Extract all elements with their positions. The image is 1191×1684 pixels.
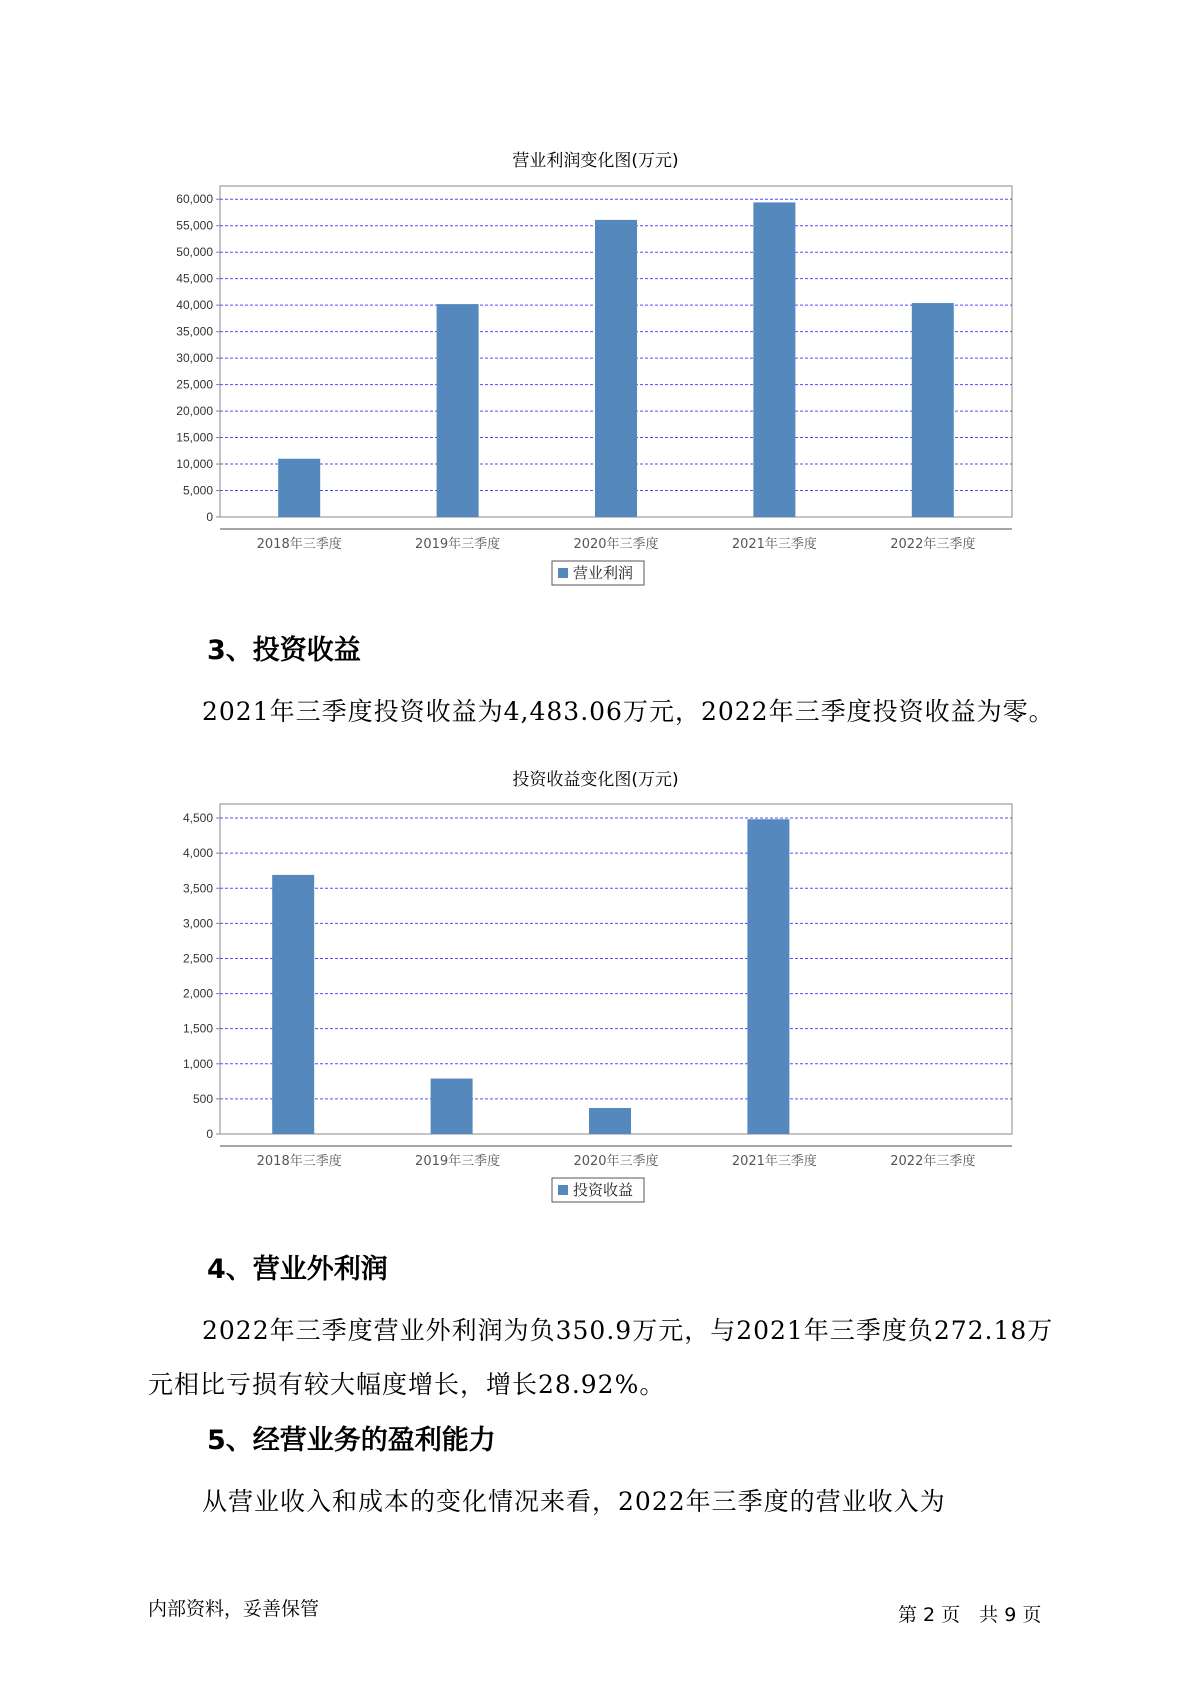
section-4-text-line1: 2022年三季度营业外利润为负350.9万元，与2021年三季度负272.18万 xyxy=(202,1316,1054,1345)
section-4-heading: 4、营业外利润 xyxy=(207,1254,388,1285)
bar xyxy=(431,1079,473,1134)
bar xyxy=(747,819,789,1134)
y-tick-label: 35,000 xyxy=(176,324,213,339)
y-tick-label: 0 xyxy=(206,510,213,524)
x-tick-label: 2022年三季度 xyxy=(890,537,976,552)
legend-swatch xyxy=(558,568,568,578)
x-tick-label: 2021年三季度 xyxy=(731,1154,817,1169)
section-5-text: 从营业收入和成本的变化情况来看，2022年三季度的营业收入为 xyxy=(202,1487,946,1516)
x-tick-label: 2022年三季度 xyxy=(890,1154,976,1169)
footer-confidential: 内部资料，妥善保管 xyxy=(148,1598,320,1620)
section-5-heading: 5、经营业务的盈利能力 xyxy=(207,1425,496,1456)
y-tick-label: 4,000 xyxy=(182,846,213,861)
bar xyxy=(753,202,795,517)
y-tick-label: 3,500 xyxy=(182,881,213,896)
x-tick-label: 2019年三季度 xyxy=(415,1154,501,1169)
legend-swatch xyxy=(558,1185,568,1195)
bar xyxy=(437,304,479,517)
y-tick-label: 500 xyxy=(192,1091,213,1106)
y-tick-label: 30,000 xyxy=(176,351,213,366)
y-tick-label: 60,000 xyxy=(176,192,213,207)
chart-title-investment-income: 投资收益变化图(万元) xyxy=(512,770,679,790)
y-tick-label: 15,000 xyxy=(176,430,213,445)
legend xyxy=(552,561,644,585)
y-tick-label: 2,000 xyxy=(182,986,213,1001)
investment-income-chart xyxy=(0,780,1191,1220)
legend-label: 营业利润 xyxy=(573,564,634,582)
bar xyxy=(272,875,314,1134)
y-tick-label: 20,000 xyxy=(176,404,213,419)
operating-profit-chart xyxy=(0,160,1191,590)
y-tick-label: 25,000 xyxy=(176,377,213,392)
legend xyxy=(552,1178,644,1202)
bar xyxy=(595,220,637,517)
x-tick-label: 2020年三季度 xyxy=(573,537,659,552)
y-tick-label: 5,000 xyxy=(182,483,213,498)
footer-page-number: 第 2 页 共 9 页 xyxy=(898,1604,1042,1626)
bar xyxy=(278,459,320,517)
x-tick-label: 2020年三季度 xyxy=(573,1154,659,1169)
y-tick-label: 1,500 xyxy=(182,1021,213,1036)
y-tick-label: 55,000 xyxy=(176,218,213,233)
y-tick-label: 50,000 xyxy=(176,245,213,260)
y-tick-label: 45,000 xyxy=(176,271,213,286)
x-tick-label: 2019年三季度 xyxy=(415,537,501,552)
bar xyxy=(912,303,954,517)
section-3-text: 2021年三季度投资收益为4,483.06万元，2022年三季度投资收益为零。 xyxy=(202,697,1055,726)
legend-label: 投资收益 xyxy=(573,1181,634,1199)
y-tick-label: 3,000 xyxy=(182,916,213,931)
bar xyxy=(589,1108,631,1134)
section-4-text-line2: 元相比亏损有较大幅度增长，增长28.92%。 xyxy=(148,1370,666,1399)
x-tick-label: 2018年三季度 xyxy=(256,537,342,552)
chart-title-operating-profit: 营业利润变化图(万元) xyxy=(512,151,679,171)
x-tick-label: 2018年三季度 xyxy=(256,1154,342,1169)
y-tick-label: 4,500 xyxy=(182,811,213,826)
y-tick-label: 40,000 xyxy=(176,298,213,313)
section-3-heading: 3、投资收益 xyxy=(207,635,361,666)
y-tick-label: 0 xyxy=(206,1127,213,1141)
y-tick-label: 2,500 xyxy=(182,951,213,966)
x-tick-label: 2021年三季度 xyxy=(731,537,817,552)
y-tick-label: 1,000 xyxy=(182,1056,213,1071)
y-tick-label: 10,000 xyxy=(176,457,213,472)
